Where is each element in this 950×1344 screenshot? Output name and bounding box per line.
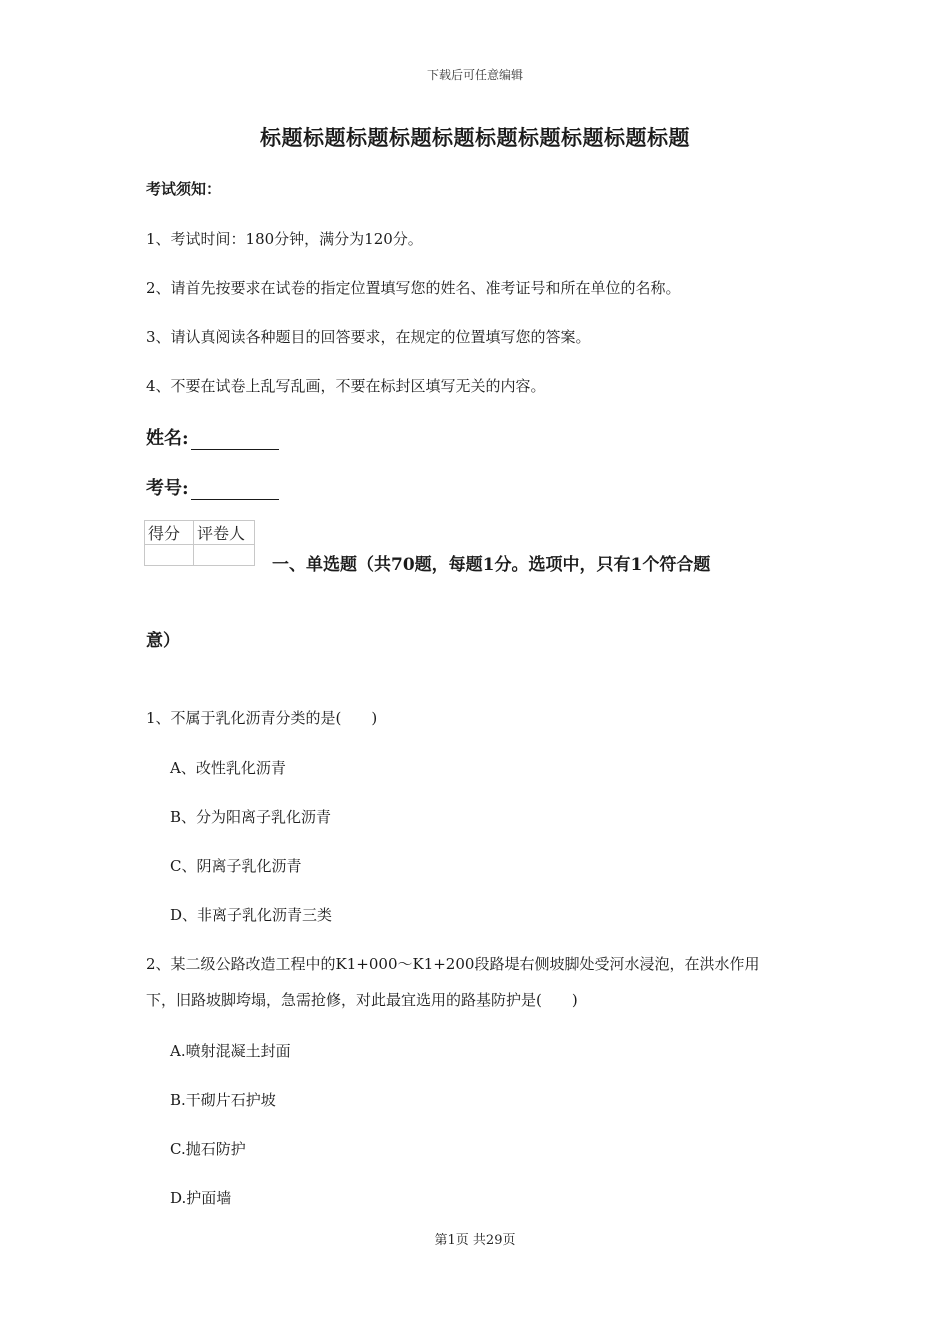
question-option: C.抛石防护 <box>170 1140 246 1158</box>
name-blank[interactable] <box>191 431 279 450</box>
name-field <box>146 424 279 450</box>
question-option: D.护面墙 <box>170 1189 232 1207</box>
notice-item: 3、请认真阅读各种题目的回答要求，在规定的位置填写您的答案。 <box>146 328 591 346</box>
question-option: C、阴离子乳化沥青 <box>170 857 302 875</box>
section-title: 一、单选题（共70题，每题1分。选项中，只有1个符合题 <box>272 555 711 575</box>
exam-id-blank[interactable] <box>191 481 279 500</box>
notice-heading: 考试须知： <box>146 180 222 198</box>
question-stem: 1、不属于乳化沥青分类的是( ) <box>146 709 378 727</box>
score-cell[interactable] <box>145 545 194 566</box>
score-table <box>144 520 255 566</box>
grader-cell[interactable] <box>194 545 255 566</box>
question-stem-continued: 下，旧路坡脚垮塌，急需抢修，对此最宜选用的路基防护是( ) <box>146 991 578 1009</box>
question-option: A、改性乳化沥青 <box>170 759 286 777</box>
notice-item: 4、不要在试卷上乱写乱画，不要在标封区填写无关的内容。 <box>146 377 546 395</box>
score-header: 得分 <box>145 521 194 545</box>
grader-header: 评卷人 <box>194 521 255 545</box>
name-label: 姓名: <box>146 428 189 449</box>
notice-item: 2、请首先按要求在试卷的指定位置填写您的姓名、准考证号和所在单位的名称。 <box>146 279 681 297</box>
page-footer: 第1页 共29页 <box>434 1233 516 1248</box>
question-option: B.干砌片石护坡 <box>170 1091 276 1109</box>
exam-id-label: 考号: <box>146 478 189 499</box>
exam-id-field <box>146 474 279 500</box>
notice-item: 1、考试时间：180分钟，满分为120分。 <box>146 230 423 248</box>
question-stem: 2、某二级公路改造工程中的K1+000～K1+200段路堤右侧坡脚处受河水浸泡，在洪水作用 <box>146 955 760 973</box>
question-option: A.喷射混凝土封面 <box>170 1042 291 1060</box>
header-note: 下载后可任意编辑 <box>426 68 523 82</box>
document-title: 标题标题标题标题标题标题标题标题标题标题 <box>260 125 690 150</box>
section-title-continued: 意） <box>146 631 180 651</box>
question-option: D、非离子乳化沥青三类 <box>170 906 333 924</box>
question-option: B、分为阳离子乳化沥青 <box>170 808 332 826</box>
